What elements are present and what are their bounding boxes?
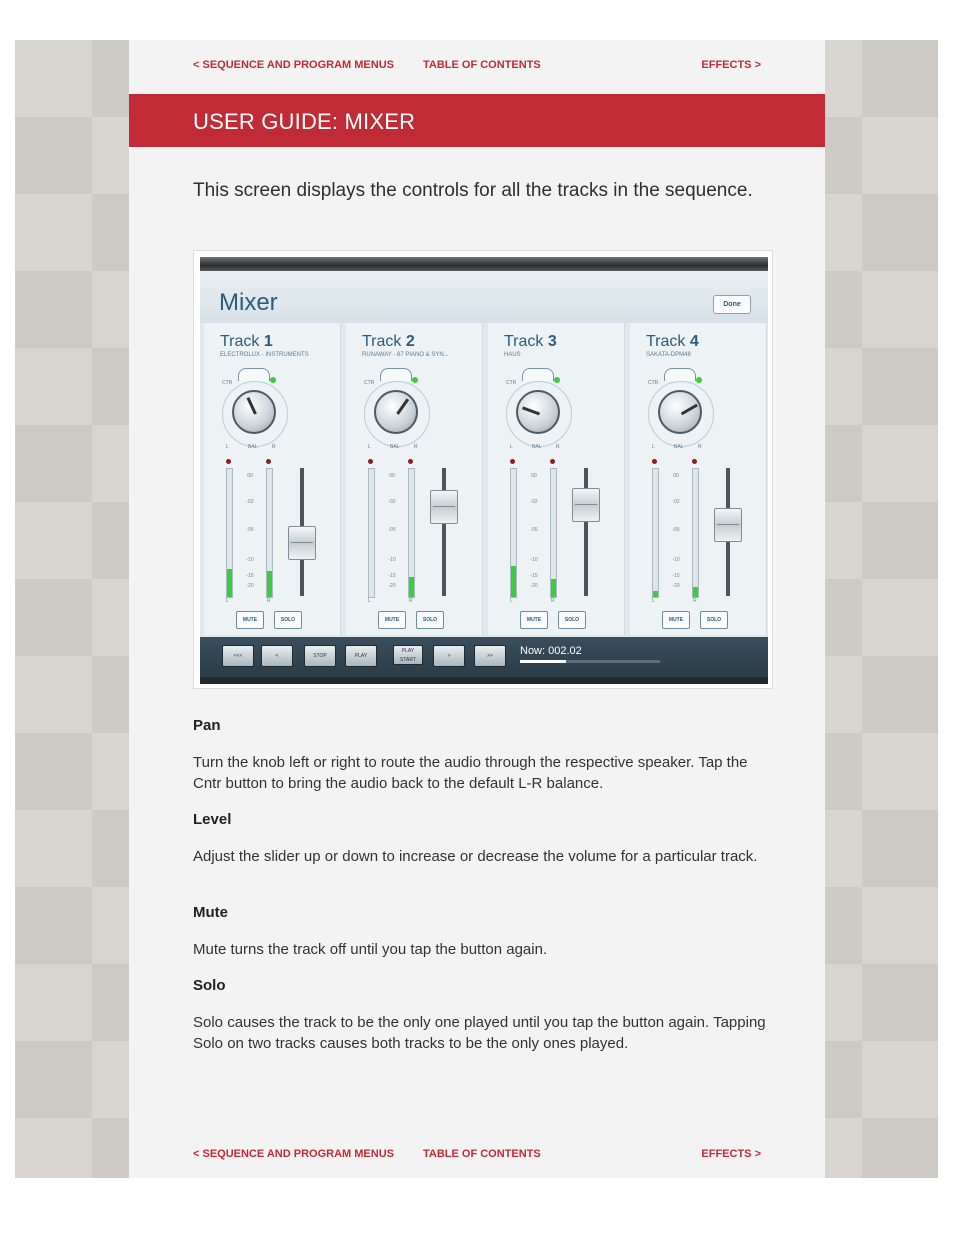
toc-link[interactable]: TABLE OF CONTENTS bbox=[423, 1148, 541, 1160]
document-page bbox=[129, 40, 825, 1178]
scale-label: -10 bbox=[672, 557, 680, 563]
clip-led-icon bbox=[692, 459, 697, 464]
clip-led-icon bbox=[510, 459, 515, 464]
track-strip-2 bbox=[346, 323, 483, 635]
fast-forward-button[interactable]: >> bbox=[474, 645, 506, 667]
clip-led-icon bbox=[226, 459, 231, 464]
track-prefix: Track bbox=[504, 333, 548, 350]
pan-led-icon bbox=[270, 377, 276, 383]
pan-knob[interactable] bbox=[658, 390, 702, 434]
track-prefix: Track bbox=[220, 333, 264, 350]
track-subtitle: ELECTROLUX - INSTRUMENTS bbox=[220, 352, 309, 358]
next-chapter-link[interactable]: EFFECTS > bbox=[701, 59, 761, 71]
scale-label: -10 bbox=[388, 557, 396, 563]
track-name bbox=[220, 333, 273, 351]
clip-led-icon bbox=[266, 459, 271, 464]
scale-label: -20 bbox=[530, 583, 538, 589]
scale-label: -02 bbox=[530, 499, 538, 505]
scale-label: -05 bbox=[672, 527, 680, 533]
scale-label: -20 bbox=[672, 583, 680, 589]
scale-label: -05 bbox=[388, 527, 396, 533]
level-fader[interactable] bbox=[572, 488, 600, 522]
mute-button[interactable]: MUTE bbox=[662, 611, 690, 629]
track-name bbox=[646, 333, 699, 351]
pan-knob[interactable] bbox=[516, 390, 560, 434]
meter-left-label: L bbox=[226, 598, 229, 604]
track-number: 3 bbox=[547, 333, 557, 350]
bal-left-label: L bbox=[510, 444, 513, 450]
track-subtitle: HAUS bbox=[504, 352, 521, 358]
scale-label: -10 bbox=[530, 557, 538, 563]
pan-led-icon bbox=[696, 377, 702, 383]
scale-label: -05 bbox=[246, 527, 254, 533]
clip-led-icon bbox=[368, 459, 373, 464]
section-heading-pan: Pan bbox=[193, 717, 221, 734]
track-number: 4 bbox=[689, 333, 699, 350]
solo-button[interactable]: SOLO bbox=[558, 611, 586, 629]
scale-label: -15 bbox=[530, 573, 538, 579]
meter-left-label: L bbox=[368, 598, 371, 604]
status-bar bbox=[200, 257, 768, 271]
meter-right-label: R bbox=[267, 598, 271, 604]
mute-button[interactable]: MUTE bbox=[378, 611, 406, 629]
track-number: 2 bbox=[405, 333, 415, 350]
section-heading-solo: Solo bbox=[193, 977, 226, 994]
track-prefix: Track bbox=[646, 333, 690, 350]
section-body-mute: Mute turns the track off until you tap the button again. bbox=[193, 941, 548, 958]
rewind-button[interactable]: < bbox=[261, 645, 293, 667]
track-name bbox=[362, 333, 415, 351]
fader-track bbox=[442, 468, 446, 596]
level-fader[interactable] bbox=[288, 526, 316, 560]
level-fader[interactable] bbox=[430, 490, 458, 524]
mixer-panel bbox=[200, 257, 768, 684]
bal-right-label: R bbox=[272, 444, 276, 450]
center-pan-button[interactable] bbox=[664, 368, 696, 381]
center-label: CTR bbox=[648, 380, 659, 386]
page-title: USER GUIDE: MIXER bbox=[193, 109, 416, 134]
scale-label: 00 bbox=[531, 473, 537, 479]
scale-label: -02 bbox=[672, 499, 680, 505]
center-pan-button[interactable] bbox=[380, 368, 412, 381]
meter-fill bbox=[653, 591, 658, 597]
progress-bar bbox=[520, 660, 660, 663]
meter-right-label: R bbox=[409, 598, 413, 604]
bal-right-label: R bbox=[698, 444, 702, 450]
prev-chapter-link[interactable]: < SEQUENCE AND PROGRAM MENUS bbox=[193, 59, 394, 71]
mute-button[interactable]: MUTE bbox=[520, 611, 548, 629]
center-pan-button[interactable] bbox=[238, 368, 270, 381]
bal-left-label: L bbox=[652, 444, 655, 450]
section-body-pan: Turn the knob left or right to route the audio through the respective speaker. Tap the Cntr button to bring the audio back to the default L-R balance. bbox=[193, 754, 748, 792]
scale-label: -15 bbox=[672, 573, 680, 579]
track-strip-1 bbox=[204, 323, 341, 635]
knob-pointer bbox=[681, 404, 698, 416]
prev-chapter-link[interactable]: < SEQUENCE AND PROGRAM MENUS bbox=[193, 1148, 394, 1160]
center-pan-button[interactable] bbox=[522, 368, 554, 381]
done-button[interactable]: Done bbox=[713, 295, 751, 314]
progress-fill bbox=[520, 660, 566, 663]
scale-label: -02 bbox=[388, 499, 396, 505]
clip-led-icon bbox=[550, 459, 555, 464]
track-strip-4 bbox=[630, 323, 767, 635]
solo-button[interactable]: SOLO bbox=[274, 611, 302, 629]
meter-left-label: L bbox=[652, 598, 655, 604]
scale-label: -10 bbox=[246, 557, 254, 563]
scale-label: -15 bbox=[388, 573, 396, 579]
bal-label: BAL bbox=[674, 444, 684, 450]
clip-led-icon bbox=[652, 459, 657, 464]
level-fader[interactable] bbox=[714, 508, 742, 542]
solo-button[interactable]: SOLO bbox=[700, 611, 728, 629]
meter-right-label: R bbox=[693, 598, 697, 604]
mixer-screenshot bbox=[193, 250, 773, 689]
scale-label: -20 bbox=[246, 583, 254, 589]
clip-led-icon bbox=[408, 459, 413, 464]
scale-label: 00 bbox=[389, 473, 395, 479]
rewind-start-button[interactable]: <<< bbox=[222, 645, 254, 667]
pan-knob[interactable] bbox=[232, 390, 276, 434]
forward-button[interactable]: > bbox=[433, 645, 465, 667]
track-number: 1 bbox=[263, 333, 273, 350]
scale-label: -02 bbox=[246, 499, 254, 505]
scale-label: -20 bbox=[388, 583, 396, 589]
play-start-button[interactable]: PLAY START bbox=[393, 645, 423, 665]
bal-left-label: L bbox=[226, 444, 229, 450]
bal-label: BAL bbox=[532, 444, 542, 450]
center-label: CTR bbox=[506, 380, 517, 386]
stop-button[interactable]: STOP bbox=[304, 645, 336, 667]
section-heading-level: Level bbox=[193, 811, 232, 828]
track-subtitle: SAKATA-DPM48 bbox=[646, 352, 691, 358]
bal-label: BAL bbox=[248, 444, 258, 450]
center-label: CTR bbox=[364, 380, 375, 386]
meter-fill bbox=[511, 566, 516, 597]
pan-led-icon bbox=[412, 377, 418, 383]
pan-knob[interactable] bbox=[374, 390, 418, 434]
mixer-title: Mixer bbox=[219, 289, 278, 316]
play-button[interactable]: PLAY bbox=[345, 645, 377, 667]
knob-pointer bbox=[396, 398, 409, 414]
track-subtitle: RUNAWAY - 87 PIANO & SYN... bbox=[362, 352, 449, 358]
mute-button[interactable]: MUTE bbox=[236, 611, 264, 629]
center-label: CTR bbox=[222, 380, 233, 386]
next-chapter-link[interactable]: EFFECTS > bbox=[701, 1148, 761, 1160]
scale-label: 00 bbox=[247, 473, 253, 479]
position-readout: Now: 002.02 bbox=[520, 645, 582, 657]
scale-label: 00 bbox=[673, 473, 679, 479]
scale-label: -05 bbox=[530, 527, 538, 533]
track-strip-3 bbox=[488, 323, 625, 635]
meter-right-label: R bbox=[551, 598, 555, 604]
bal-right-label: R bbox=[556, 444, 560, 450]
mixer-header bbox=[200, 271, 768, 323]
track-name bbox=[504, 333, 557, 351]
meter-left-label: L bbox=[510, 598, 513, 604]
section-body-solo: Solo causes the track to be the only one played until you tap the button again. Tapping Solo on two tracks causes both tracks to be the only ones played. bbox=[193, 1014, 766, 1052]
knob-pointer bbox=[247, 397, 257, 415]
pan-led-icon bbox=[554, 377, 560, 383]
section-heading-mute: Mute bbox=[193, 904, 228, 921]
bottom-bar bbox=[200, 677, 768, 684]
intro-text: This screen displays the controls for all the tracks in the sequence. bbox=[193, 180, 753, 201]
knob-pointer bbox=[522, 406, 540, 415]
section-body-level: Adjust the slider up or down to increase or decrease the volume for a particular track. bbox=[193, 848, 758, 865]
scale-label: -15 bbox=[246, 573, 254, 579]
bal-right-label: R bbox=[414, 444, 418, 450]
toc-link[interactable]: TABLE OF CONTENTS bbox=[423, 59, 541, 71]
title-banner bbox=[129, 94, 825, 147]
track-prefix: Track bbox=[362, 333, 406, 350]
bal-left-label: L bbox=[368, 444, 371, 450]
solo-button[interactable]: SOLO bbox=[416, 611, 444, 629]
bal-label: BAL bbox=[390, 444, 400, 450]
